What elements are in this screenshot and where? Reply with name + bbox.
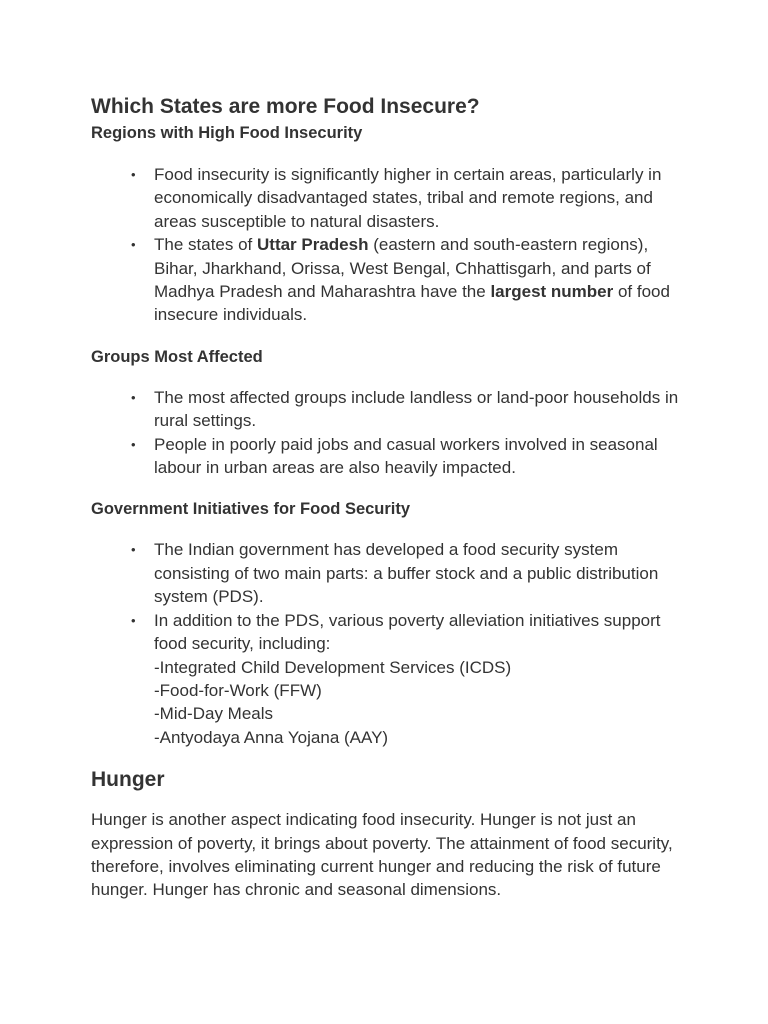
- page-title: Which States are more Food Insecure?: [91, 95, 480, 118]
- bullet-icon: •: [131, 389, 136, 405]
- hunger-paragraph: Hunger is another aspect indicating food insecurity. Hunger is not just an expression of poverty, it brings about poverty. The attainment of food security, therefore, involves eliminating current hunger and reducing the risk of future hunger. Hunger has chronic and seasonal dimensions.: [91, 810, 673, 900]
- list-item-text: People in poorly paid jobs and casual workers involved in seasonal labour in urban areas are also heavily impacted.: [154, 434, 658, 478]
- list-item-text: In addition to the PDS, various poverty alleviation initiatives support food security, including:: [154, 610, 661, 654]
- emphasis-largest-number: largest number: [490, 282, 614, 302]
- regions-list: [91, 163, 691, 327]
- program-item: -Food-for-Work (FFW): [154, 680, 322, 700]
- section-heading-regions: Regions with High Food Insecurity: [91, 124, 363, 142]
- bullet-icon: •: [131, 167, 136, 182]
- bullet-icon: •: [131, 237, 136, 253]
- section-heading-groups: Groups Most Affected: [91, 347, 263, 366]
- program-item: -Integrated Child Development Services (ICDS): [154, 657, 512, 677]
- bullet-icon: •: [131, 612, 136, 628]
- list-item-text-pre: The states of: [154, 235, 257, 255]
- list-item-text-post: of food insecure individuals.: [154, 282, 670, 325]
- list-item: [131, 433, 691, 480]
- bullet-icon: •: [131, 436, 136, 452]
- list-item-text: Food insecurity is significantly higher in certain areas, particularly in economically disadvantaged states, tribal and remote regions, and areas susceptible to natural disasters.: [154, 165, 662, 231]
- section-heading-government: Government Initiatives for Food Security: [91, 500, 411, 519]
- list-item: [131, 163, 691, 233]
- document-body: [91, 93, 691, 902]
- groups-list: [91, 386, 691, 480]
- list-item-text-mid: (eastern and south-eastern regions), Bihar, Jharkhand, Orissa, West Bengal, Chhattisgarh, and parts of Madhya Pradesh and Maharashtra have the: [154, 235, 651, 302]
- bullet-icon: •: [131, 542, 136, 558]
- list-item: [131, 233, 691, 327]
- emphasis-state: Uttar Pradesh: [257, 235, 369, 255]
- list-item: [131, 538, 691, 608]
- list-item-text: The most affected groups include landless or land-poor households in rural settings.: [154, 387, 679, 431]
- list-item: [131, 386, 691, 433]
- section-heading-hunger: Hunger: [91, 768, 165, 792]
- program-item: -Mid-Day Meals: [154, 704, 274, 724]
- list-item: [131, 609, 691, 749]
- program-item: -Antyodaya Anna Yojana (AAY): [154, 727, 389, 747]
- government-list: [91, 538, 691, 749]
- list-item-text: The Indian government has developed a food security system consisting of two main parts: a buffer stock and a public distribution system (PDS).: [154, 540, 659, 607]
